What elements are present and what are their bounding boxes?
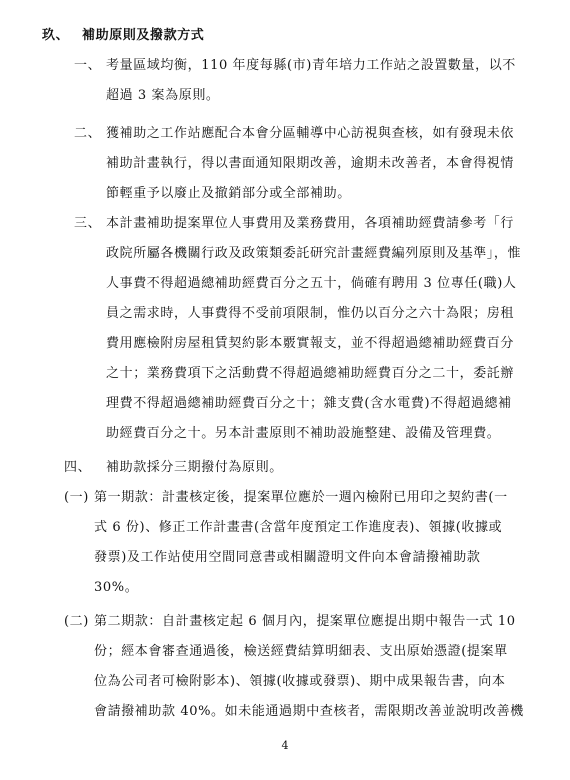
paragraph-line: 補助款採分三期撥付為原則。 [106, 460, 283, 475]
paragraph-line: 助經費百分之十。另本計畫原則不補助設施整建、設備及管理費。 [106, 426, 501, 441]
paragraph-line: 之十；業務費項下之活動費不得超過總補助經費百分之二十，委託辦 [106, 366, 515, 381]
section-number: 玖、 [42, 28, 70, 43]
item-marker: 一、 [74, 58, 102, 73]
paragraph-line: 發票)及工作站使用空間同意書或相關證明文件向本會請撥補助款 [94, 550, 481, 565]
paragraph-line: 30%。 [94, 580, 139, 595]
paragraph-line: 人事費不得超過總補助經費百分之五十，倘確有聘用 3 位專任(職)人 [106, 276, 517, 291]
paragraph-line: 會請撥補助款 40%。如未能通過期中查核者，需限期改善並說明改善機 [94, 704, 524, 719]
paragraph-line: 員之需求時，人事費得不受前項限制，惟仍以百分之六十為限；房租 [106, 306, 515, 321]
item-marker: 四、 [64, 460, 92, 475]
section-title: 補助原則及撥款方式 [82, 28, 205, 43]
subitem-marker: (二) [64, 614, 89, 629]
item-marker: 二、 [74, 126, 102, 141]
paragraph-line: 份；經本會審查通過後，檢送經費結算明細表、支出原始憑證(提案單 [94, 644, 508, 659]
paragraph-line: 政院所屬各機關行政及政策類委託研究計畫經費編列原則及基準」，惟 [106, 246, 522, 261]
paragraph-line: 補助計畫執行，得以書面通知限期改善，逾期未改善者，本會得視情 [106, 156, 515, 171]
paragraph-line: 考量區域均衡，110 年度每縣(市)青年培力工作站之設置數量，以不 [106, 58, 516, 73]
paragraph-line: 位為公司者可檢附影本)、領據(收據或發票)、期中成果報告書，向本 [94, 674, 506, 689]
paragraph-line: 第二期款：自計畫核定起 6 個月內，提案單位應提出期中報告一式 10 [94, 614, 516, 629]
paragraph-line: 本計畫補助提案單位人事費用及業務費用，各項補助經費請參考「行 [106, 216, 515, 231]
page-number: 4 [281, 739, 289, 752]
paragraph-line: 式 6 份)、修正工作計畫書(含當年度預定工作進度表)、領據(收據或 [94, 520, 503, 535]
paragraph-line: 節輕重予以廢止及撤銷部分或全部補助。 [106, 186, 351, 201]
item-marker: 三、 [74, 216, 102, 231]
paragraph-line: 費用應檢附房屋租賃契約影本覈實報支，並不得超過總補助經費百分 [106, 336, 515, 351]
paragraph-line: 理費不得超過總補助經費百分之十；雜支費(含水電費)不得超過總補 [106, 396, 512, 411]
paragraph-line: 獲補助之工作站應配合本會分區輔導中心訪視與查核，如有發現未依 [106, 126, 515, 141]
paragraph-line: 超過 3 案為原則。 [106, 88, 220, 103]
subitem-marker: (一) [64, 490, 89, 505]
paragraph-line: 第一期款：計畫核定後，提案單位應於一週內檢附已用印之契約書(一 [94, 490, 508, 505]
